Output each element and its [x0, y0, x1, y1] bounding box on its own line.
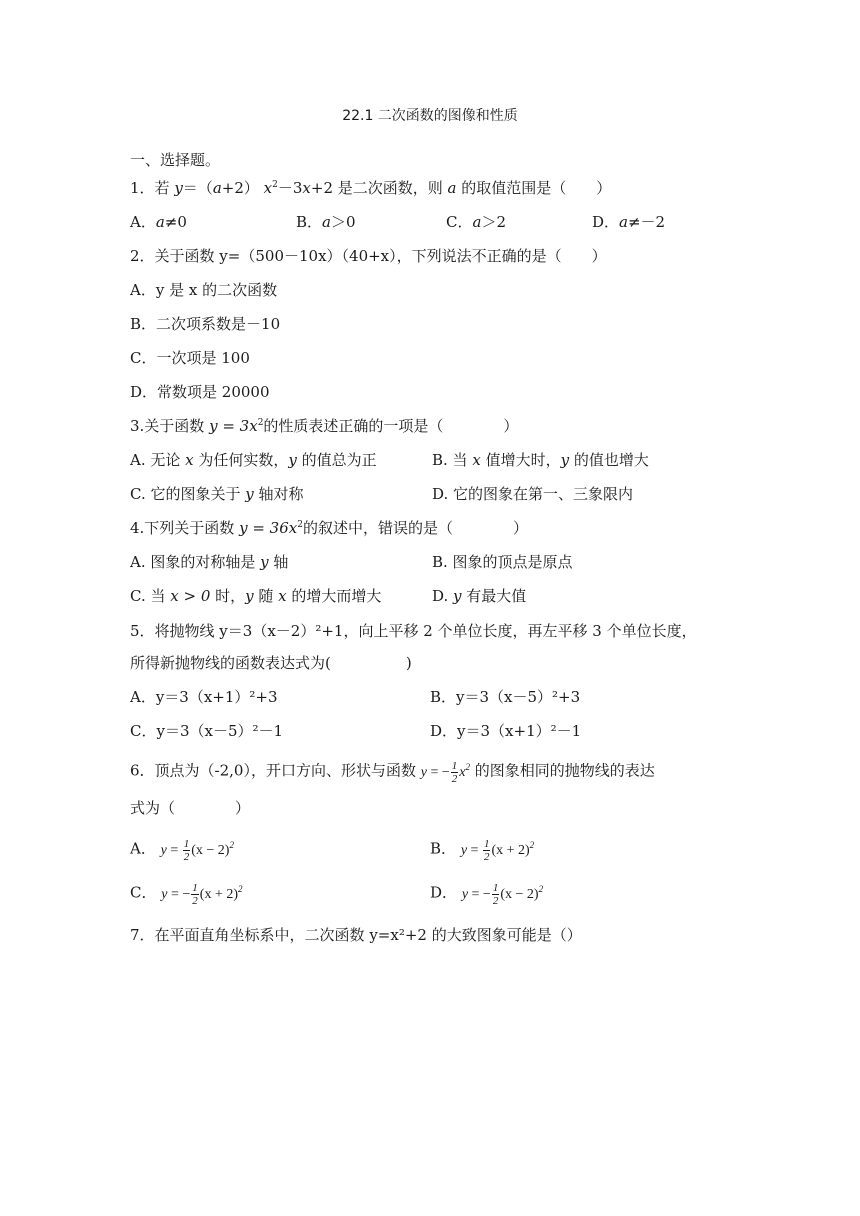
question-6-option-b: B． y = $\frac{1}{2}$ $(x + 2)^2$ — [430, 838, 535, 863]
question-4-formula: y = 36x — [239, 519, 298, 537]
question-3-option-c: C. 它的图象关于 y 轴对称 — [130, 485, 304, 503]
section-heading: 一、选择题。 — [130, 151, 221, 169]
question-5-option-b: B．y＝3（x－5）²+3 — [430, 688, 581, 706]
question-5-stem-line-1: 5．将抛物线 y＝3（x－2）²+1，向上平移 2 个单位长度，再左平移 3 个单位长度， — [130, 622, 697, 640]
question-1-option-c: C．a＞2 — [446, 213, 506, 231]
question-2-option-a: A．y 是 x 的二次函数 — [130, 281, 278, 299]
question-4-option-a: A. 图象的对称轴是 y 轴 — [130, 553, 289, 571]
question-4-stem: 4.下列关于函数 $y = 36x^2$的叙述中，错误的是（ ） — [130, 519, 528, 537]
question-5-option-a: A．y＝3（x+1）²+3 — [130, 688, 278, 706]
question-4-option-c: C. 当 x > 0 时，y 随 x 的增大而增大 — [130, 587, 382, 605]
question-2-option-c: C．一次项是 100 — [130, 349, 250, 367]
question-4-option-d: D. y 有最大值 — [432, 587, 527, 605]
question-5-stem-line-2: 所得新抛物线的函数表达式为( ) — [130, 654, 412, 672]
question-5-option-d: D．y＝3（x+1）²－1 — [430, 722, 582, 740]
question-1-option-b: B．a＞0 — [296, 213, 356, 231]
question-2-option-d: D．常数项是 20000 — [130, 383, 270, 401]
question-3-option-b: B. 当 x 值增大时，y 的值也增大 — [432, 451, 649, 469]
page-title: 22.1 二次函数的图像和性质 — [342, 108, 518, 124]
question-2-option-b: B．二次项系数是－10 — [130, 315, 281, 333]
question-3-stem: 3.关于函数 $y = 3x^2$的性质表述正确的一项是（ ） — [130, 417, 519, 435]
question-1-option-a: A．a≠0 — [130, 213, 187, 231]
question-3-option-a: A. 无论 x 为任何实数，y 的值总为正 — [130, 451, 377, 469]
question-4-option-b: B. 图象的顶点是原点 — [432, 553, 573, 571]
question-2-stem: 2．关于函数 y=（500－10x）（40+x），下列说法不正确的是（ ） — [130, 247, 607, 265]
question-7-stem: 7．在平面直角坐标系中，二次函数 y=x²+2 的大致图象可能是（） — [130, 926, 582, 944]
question-3-option-d: D. 它的图象在第一、三象限内 — [432, 485, 634, 503]
question-5-option-c: C．y＝3（x－5）²－1 — [130, 722, 284, 740]
question-1-option-d: D．a≠－2 — [592, 213, 666, 231]
question-6-option-c: C． y = − $\frac{1}{2}$ $(x + 2)^2$ — [130, 882, 243, 907]
question-6-option-d: D． y = − $\frac{1}{2}$ $(x - 2)^2$ — [430, 882, 544, 907]
question-6-stem-line-2: 式为（ ） — [130, 799, 251, 817]
question-6-reference-formula: y = − $\frac{1}{2}$ $x^2$ — [420, 760, 470, 785]
question-6-stem-line-1: 6．顶点为（-2,0），开口方向、形状与函数 y = − $\frac{1}{2}$ $x^2$ 的图象相同的抛物线的表达 — [130, 760, 655, 785]
question-6-option-a: A． y = $\frac{1}{2}$ $(x - 2)^2$ — [130, 838, 234, 863]
question-1-stem: 1．若 y＝（a+2） $x^2-3x+2$ 是二次函数，则 a 的取值范围是（ ） — [130, 179, 612, 197]
question-3-formula: y = 3x — [209, 417, 258, 435]
